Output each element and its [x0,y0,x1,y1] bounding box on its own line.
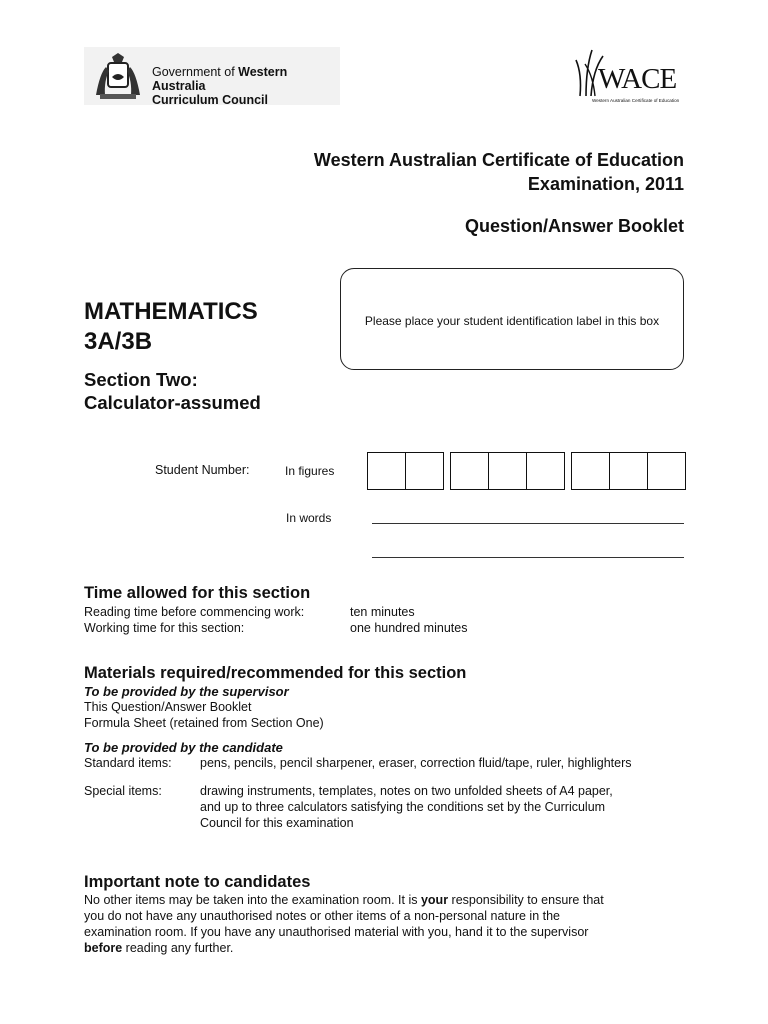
note-emphasis: your [420,893,449,907]
special-items-label: Special items: [84,784,162,798]
time-section [84,584,704,636]
government-text [152,65,340,107]
note-line [84,892,704,908]
working-time-value: one hundred minutes [350,621,468,635]
materials-heading: Materials required/recommended for this section [84,664,467,682]
in-words-line[interactable] [372,523,684,524]
special-items-line: and up to three calculators satisfying the conditions set by the Curriculum [200,800,606,814]
reading-time-value: ten minutes [350,605,415,619]
student-number-label: Student Number: [155,463,250,477]
special-items-line: drawing instruments, templates, notes on two unfolded sheets of A4 paper, [200,784,613,798]
note-text: responsibility to ensure that [448,893,604,907]
special-items-value [200,783,613,831]
digit-box[interactable] [571,452,610,490]
note-line: you do not have any unauthorised notes or other items of a non-personal nature in the [84,909,561,923]
section-number: Section Two: [84,369,198,390]
note-text: No other items may be taken into the examination room. It is [84,893,421,907]
special-items-line: Council for this examination [200,816,354,830]
standard-items-label: Standard items: [84,756,172,770]
digit-box[interactable] [450,452,489,490]
wace-logo [574,46,689,106]
subject-level: 3A/3B [84,328,153,355]
time-heading: Time allowed for this section [84,584,311,602]
wace-subtitle: Western Australian Certificate of Education [592,98,680,103]
gov-state: Western Australia [152,65,288,93]
digit-box[interactable] [405,452,444,490]
digit-box[interactable] [526,452,565,490]
in-figures-label: In figures [285,464,335,478]
booklet-title: Question/Answer Booklet [464,216,684,236]
reading-time-label: Reading time before commencing work: [84,605,305,619]
digit-box[interactable] [367,452,406,490]
certificate-title: Western Australian Certificate of Education [313,150,684,170]
note-heading: Important note to candidates [84,873,311,891]
digit-box[interactable] [488,452,527,490]
section-type: Calculator-assumed [84,392,261,413]
digit-box[interactable] [609,452,648,490]
subject-name: MATHEMATICS [84,298,258,325]
in-words-label: In words [286,511,332,525]
subject-title [84,297,258,357]
supervisor-heading: To be provided by the supervisor [84,684,289,699]
note-line: examination room. If you have any unauthorised material with you, hand it to the supervisor [84,925,589,939]
supervisor-item: Formula Sheet (retained from Section One) [84,716,324,730]
important-note-section [84,873,704,956]
student-number-boxes[interactable] [367,452,692,490]
standard-items-value: pens, pencils, pencil sharpener, eraser, correction fluid/tape, ruler, highlighters [200,756,632,770]
note-text: reading any further. [122,941,234,955]
wace-wordmark: WACE [598,63,677,95]
coat-of-arms-icon [90,51,146,103]
note-line [84,940,704,956]
government-logo [84,47,340,105]
examination-year: Examination, 2011 [527,174,684,194]
student-id-label-box [340,268,684,370]
supervisor-item: This Question/Answer Booklet [84,700,252,714]
in-words-line[interactable] [372,557,684,558]
gov-prefix: Government of [152,65,239,79]
gov-council: Curriculum Council [152,93,268,107]
candidate-heading: To be provided by the candidate [84,740,283,755]
id-box-instruction: Please place your student identification label in this box [364,314,660,328]
working-time-label: Working time for this section: [84,621,245,635]
note-emphasis: before [84,941,123,955]
materials-section [84,664,704,831]
digit-box[interactable] [647,452,686,490]
section-title [84,368,261,414]
